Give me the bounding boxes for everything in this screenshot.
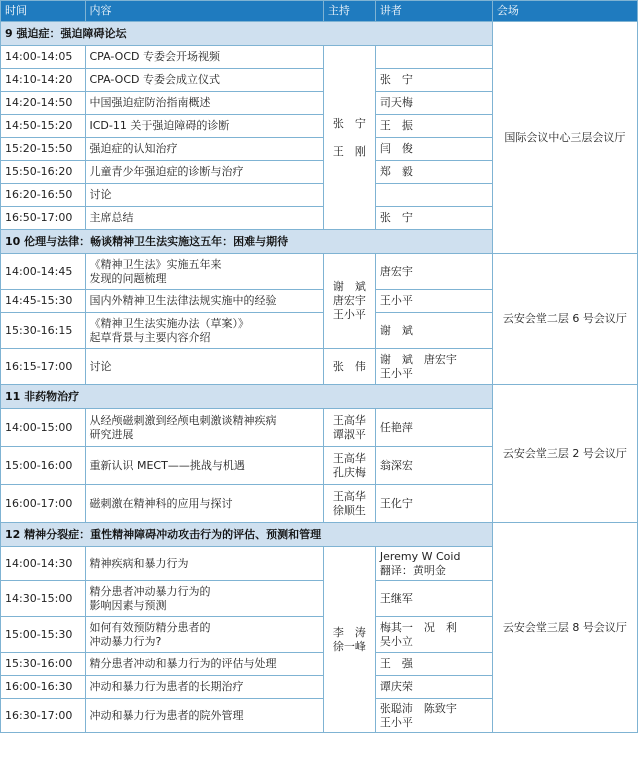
header-row: [1, 1, 638, 22]
content-cell: 磁刺激在精神科的应用与探讨: [85, 485, 323, 523]
speaker-cell: 郑 毅: [375, 161, 492, 184]
speaker-cell: 司天梅: [375, 92, 492, 115]
content-cell: [85, 581, 323, 617]
host-name: 王高华: [332, 413, 366, 427]
speaker-line: 吴小立: [379, 634, 413, 648]
header-host: 主持: [323, 1, 375, 22]
header-speaker: 讲者: [375, 1, 492, 22]
speaker-cell: 谢 斌: [375, 313, 492, 349]
header-content: 内容: [85, 1, 323, 22]
venue-cell: 云安会堂三层 2 号会议厅: [492, 385, 637, 523]
section-title: 11 非药物治疗: [1, 385, 493, 409]
time-cell: 15:30-16:15: [1, 313, 86, 349]
venue-cell: 云安会堂三层 8 号会议厅: [492, 523, 637, 733]
host-name: 王高华: [332, 451, 366, 465]
content-cell: CPA-OCD 专委会成立仪式: [85, 69, 323, 92]
host-name: 王小平: [332, 308, 366, 321]
section-title: 10 伦理与法律：畅谈精神卫生法实施这五年：困难与期待: [1, 230, 493, 254]
content-cell: 中国强迫症防治指南概述: [85, 92, 323, 115]
time-cell: 14:20-14:50: [1, 92, 86, 115]
table-row: [1, 254, 638, 290]
time-cell: 14:30-15:00: [1, 581, 86, 617]
speaker-cell: [375, 349, 492, 385]
speaker-cell: [375, 617, 492, 653]
content-cell: ICD-11 关于强迫障碍的诊断: [85, 115, 323, 138]
speaker-cell: 张 宁: [375, 207, 492, 230]
time-cell: 15:50-16:20: [1, 161, 86, 184]
section-header: [1, 22, 638, 46]
speaker-cell: 王小平: [375, 290, 492, 313]
content-line: 研究进展: [89, 427, 134, 441]
time-cell: 15:20-15:50: [1, 138, 86, 161]
host-cell: [323, 409, 375, 447]
speaker-line: 王小平: [379, 715, 413, 729]
content-line: 发现的问题梳理: [89, 271, 167, 285]
speaker-cell: 唐宏宇: [375, 254, 492, 290]
host-name: 徐一峰: [332, 639, 366, 653]
host-name: 谭淑平: [332, 427, 366, 441]
content-cell: 国内外精神卫生法律法规实施中的经验: [85, 290, 323, 313]
speaker-cell: 闫 俊: [375, 138, 492, 161]
time-cell: 14:50-15:20: [1, 115, 86, 138]
host-name: 唐宏宇: [332, 294, 366, 307]
host-cell: [323, 46, 375, 230]
host-name: 王 刚: [332, 144, 366, 158]
host-name: 徐顺生: [332, 503, 366, 517]
header-venue: 会场: [492, 1, 637, 22]
content-cell: 冲动和暴力行为患者的院外管理: [85, 699, 323, 733]
time-cell: 16:30-17:00: [1, 699, 86, 733]
content-line: 影响因素与预测: [89, 598, 167, 612]
content-line: 《精神卫生法实施办法（草案）》: [89, 316, 249, 330]
content-line: 如何有效预防精分患者的: [89, 620, 211, 634]
speaker-line: 翻译：黄明金: [379, 563, 446, 577]
content-cell: 精神疾病和暴力行为: [85, 547, 323, 581]
section-title: 12 精神分裂症：重性精神障碍冲动攻击行为的评估、预测和管理: [1, 523, 493, 547]
speaker-line: 张聪沛 陈致宇: [379, 701, 457, 715]
speaker-cell: [375, 184, 492, 207]
section-title: 9 强迫症：强迫障碍论坛: [1, 22, 493, 46]
content-cell: 讨论: [85, 184, 323, 207]
time-cell: 14:00-15:00: [1, 409, 86, 447]
time-cell: 15:00-16:00: [1, 447, 86, 485]
time-cell: 14:00-14:05: [1, 46, 86, 69]
time-cell: 14:10-14:20: [1, 69, 86, 92]
host-cell: 张 伟: [323, 349, 375, 385]
speaker-cell: 翁深宏: [375, 447, 492, 485]
content-cell: 主席总结: [85, 207, 323, 230]
time-cell: 16:00-17:00: [1, 485, 86, 523]
speaker-cell: 王 振: [375, 115, 492, 138]
venue-cell: 云安会堂二层 6 号会议厅: [492, 254, 637, 385]
content-cell: 强迫症的认知治疗: [85, 138, 323, 161]
time-cell: 15:00-15:30: [1, 617, 86, 653]
host-cell: [323, 547, 375, 733]
content-cell: [85, 409, 323, 447]
speaker-line: 王小平: [379, 366, 413, 380]
host-name: 李 涛: [332, 625, 366, 639]
content-cell: 儿童青少年强迫症的诊断与治疗: [85, 161, 323, 184]
time-cell: 16:00-16:30: [1, 676, 86, 699]
host-name: 孔庆梅: [332, 465, 366, 479]
speaker-cell: 王继军: [375, 581, 492, 617]
speaker-cell: 王 强: [375, 653, 492, 676]
host-cell: [323, 447, 375, 485]
time-cell: 16:20-16:50: [1, 184, 86, 207]
content-cell: 重新认识 MECT——挑战与机遇: [85, 447, 323, 485]
speaker-cell: [375, 699, 492, 733]
content-line: 冲动暴力行为?: [89, 634, 162, 648]
content-line: 起草背景与主要内容介绍: [89, 330, 211, 344]
content-line: 从经颅磁刺激到经颅电刺激谈精神疾病: [89, 413, 277, 427]
speaker-line: 梅其一 况 利: [379, 620, 457, 634]
time-cell: 14:45-15:30: [1, 290, 86, 313]
content-cell: [85, 617, 323, 653]
speaker-cell: [375, 46, 492, 69]
time-cell: 14:00-14:30: [1, 547, 86, 581]
content-cell: 精分患者冲动和暴力行为的评估与处理: [85, 653, 323, 676]
speaker-cell: 任艳萍: [375, 409, 492, 447]
content-cell: [85, 313, 323, 349]
content-cell: 冲动和暴力行为患者的长期治疗: [85, 676, 323, 699]
speaker-cell: 谭庆荣: [375, 676, 492, 699]
speaker-cell: 张 宁: [375, 69, 492, 92]
section-header: [1, 523, 638, 547]
section-header: [1, 385, 638, 409]
speaker-cell: [375, 547, 492, 581]
host-name: 王高华: [332, 489, 366, 503]
content-cell: [85, 254, 323, 290]
content-cell: 讨论: [85, 349, 323, 385]
time-cell: 16:15-17:00: [1, 349, 86, 385]
time-cell: 16:50-17:00: [1, 207, 86, 230]
host-cell: [323, 485, 375, 523]
host-name: 谢 斌: [332, 280, 366, 293]
speaker-line: 谢 斌 唐宏宇: [379, 352, 457, 366]
time-cell: 14:00-14:45: [1, 254, 86, 290]
host-name: 张 宁: [332, 116, 366, 130]
content-line: 《精神卫生法》实施五年来: [89, 257, 222, 271]
venue-cell: 国际会议中心三层会议厅: [492, 22, 637, 254]
content-line: 精分患者冲动暴力行为的: [89, 584, 211, 598]
header-time: 时间: [1, 1, 86, 22]
host-cell: [323, 254, 375, 349]
content-cell: CPA-OCD 专委会开场视频: [85, 46, 323, 69]
speaker-cell: 王化宁: [375, 485, 492, 523]
speaker-line: Jeremy W Coid: [379, 549, 461, 563]
time-cell: 15:30-16:00: [1, 653, 86, 676]
